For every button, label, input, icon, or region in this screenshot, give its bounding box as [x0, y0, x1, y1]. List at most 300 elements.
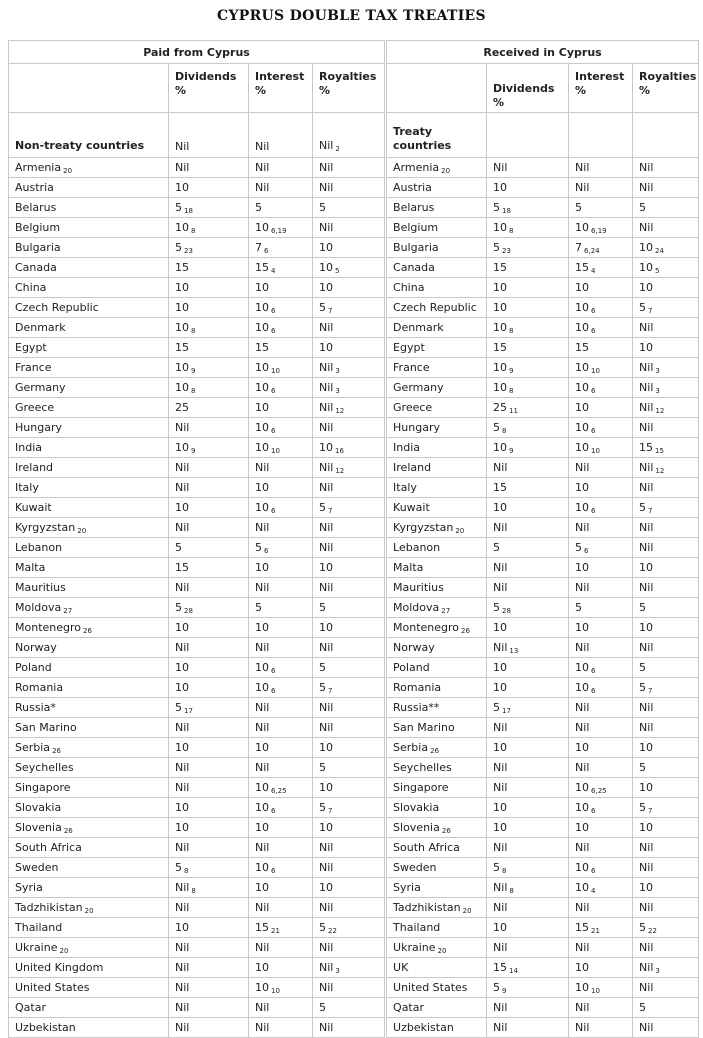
cell-value: 5 [175, 200, 182, 214]
cell-recv-royalties [633, 478, 699, 498]
cell-paid-dividends [169, 738, 249, 758]
cell-paid-royalties [313, 198, 386, 218]
cell-country [9, 318, 169, 338]
cell-value: 10 [175, 220, 189, 234]
cell-recv-dividends [487, 218, 569, 238]
cell-recv-interest [569, 518, 633, 538]
cell-value: 10 [319, 281, 333, 294]
cell-recv-interest [569, 998, 633, 1018]
cell-paid-royalties [313, 298, 386, 318]
footnote-ref: 6 [271, 326, 276, 335]
footnote-ref: 6 [271, 506, 276, 515]
cell-recv-interest [569, 598, 633, 618]
footnote-ref: 6 [271, 386, 276, 395]
cell-paid-dividends [169, 198, 249, 218]
cell-value: Nil [493, 640, 508, 654]
cell-paid-royalties [313, 678, 386, 698]
cell-paid-interest [249, 838, 313, 858]
table-row [9, 858, 699, 878]
cell-value: Nil [639, 701, 654, 714]
footnote-ref: 7 [328, 306, 333, 315]
cell-value: Nil [175, 761, 190, 774]
cell-value: 10 [493, 320, 508, 334]
cell-value: Nil [255, 1001, 270, 1014]
cell-recv-royalties [633, 698, 699, 718]
cell-paid-dividends [169, 398, 249, 418]
cell-value: 10 [639, 341, 654, 354]
cell-value: 10 [255, 500, 269, 514]
cell-value: Nil [319, 981, 334, 994]
cell-value: 5 [493, 600, 501, 614]
cell-recv-interest [569, 1018, 633, 1038]
cell-value: 15 [493, 341, 508, 354]
cell-value: 10 [255, 821, 269, 834]
footnote-ref: 6,25 [271, 786, 287, 795]
cell-value: 10 [255, 860, 269, 874]
cell-recv-country [386, 478, 487, 498]
table-row [9, 958, 699, 978]
cell-paid-dividends [169, 698, 249, 718]
table-row [9, 478, 699, 498]
section-row [9, 113, 699, 158]
cell-value: Poland [393, 661, 430, 674]
footnote-ref: 4 [591, 266, 596, 275]
cell-recv-dividends [487, 258, 569, 278]
cell-value: 5 [639, 800, 647, 814]
table-row [9, 778, 699, 798]
cell-recv-dividends [487, 738, 569, 758]
cell-recv-dividends [487, 398, 569, 418]
cell-value: Nil [639, 521, 654, 534]
footnote-ref: 10 [271, 986, 280, 995]
cell-recv-country [386, 218, 487, 238]
cell-value: Italy [15, 481, 39, 494]
cell-value: Austria [393, 181, 432, 194]
footnote-ref: 6 [591, 426, 596, 435]
cell-value: 10 [639, 781, 654, 794]
cell-recv-country [386, 338, 487, 358]
cell-value: 10 [493, 621, 508, 634]
footnote-ref: 12 [335, 406, 345, 415]
cell-paid-royalties [313, 113, 386, 158]
cell-value: Moldova [15, 600, 62, 614]
cell-value: Canada [393, 261, 435, 274]
cell-value: Nil [639, 641, 654, 654]
cell-value: 5 [575, 540, 583, 554]
cell-paid-royalties [313, 358, 386, 378]
cell-value: Singapore [393, 781, 449, 794]
cell-value: 10 [175, 360, 189, 374]
cell-recv-interest [569, 418, 633, 438]
cell-value: Nil [175, 581, 190, 594]
cell-recv-royalties [633, 958, 699, 978]
footnote-ref: 8 [184, 866, 189, 875]
footnote-ref: 6,19 [271, 226, 287, 235]
cell-paid-royalties [313, 778, 386, 798]
cell-recv-country [386, 298, 487, 318]
cell-recv-royalties [633, 538, 699, 558]
footnote-ref: 8 [509, 386, 514, 395]
cell-value: Nil [319, 139, 334, 152]
footnote-ref: 18 [184, 206, 193, 215]
cell-paid-interest [249, 638, 313, 658]
cell-recv-interest [569, 458, 633, 478]
cell-country [9, 278, 169, 298]
cell-recv-country [386, 318, 487, 338]
table-row [9, 978, 699, 998]
cell-value: 10 [493, 301, 508, 314]
cell-paid-interest [249, 898, 313, 918]
cell-recv-country [386, 918, 487, 938]
cell-value: 10 [575, 561, 590, 574]
cell-value: Nil [255, 721, 270, 734]
cell-value: 10 [575, 500, 590, 514]
cell-recv-dividends [487, 558, 569, 578]
cell-country [9, 298, 169, 318]
cell-value: Nil [319, 421, 334, 434]
cell-value: Nil [255, 581, 270, 594]
cell-value: 10 [175, 921, 189, 934]
cell-recv-royalties [633, 518, 699, 538]
cell-country [9, 658, 169, 678]
cell-value: Nil [575, 761, 590, 774]
cell-value: Belarus [393, 201, 435, 214]
cell-country [9, 218, 169, 238]
cell-recv-royalties [633, 338, 699, 358]
cell-recv-country [386, 258, 487, 278]
cell-value: India [15, 441, 42, 454]
cell-recv-country [386, 898, 487, 918]
cell-value: Ireland [393, 461, 432, 474]
cell-recv-royalties [633, 938, 699, 958]
cell-paid-royalties [313, 278, 386, 298]
cell-country [9, 698, 169, 718]
cell-value: United Kingdom [15, 961, 104, 974]
cell-value: 10 [255, 741, 269, 754]
footnote-ref: 12 [655, 406, 665, 415]
cell-paid-interest [249, 678, 313, 698]
cell-value: Montenegro [393, 620, 460, 634]
footnote-ref: 6 [584, 546, 589, 555]
cell-paid-dividends [169, 918, 249, 938]
cell-value: Norway [15, 641, 57, 654]
cell-value: 10 [175, 801, 189, 814]
cell-value: Czech Republic [15, 301, 99, 314]
cell-paid-dividends [169, 178, 249, 198]
cell-paid-interest [249, 438, 313, 458]
cell-paid-royalties [313, 658, 386, 678]
cell-recv-dividends [487, 318, 569, 338]
cell-value: 10 [175, 501, 189, 514]
cell-recv-dividends [487, 358, 569, 378]
table-row [9, 198, 699, 218]
cell-value: Slovakia [15, 801, 62, 814]
cell-value: 10 [575, 281, 590, 294]
footnote-ref: 3 [655, 966, 660, 975]
cell-recv-country [386, 998, 487, 1018]
cell-value: Nil [575, 181, 590, 194]
cell-value: Nil [175, 521, 190, 534]
cell-paid-dividends [169, 898, 249, 918]
cell-value: 10 [575, 980, 590, 994]
cell-value: 5 [639, 300, 647, 314]
cell-value: 10 [175, 621, 189, 634]
header-paid-interest: Interest % [249, 64, 313, 113]
footnote-ref: 26 [63, 826, 73, 835]
cell-recv-interest [569, 298, 633, 318]
cell-recv-interest [569, 538, 633, 558]
footnote-ref: 7 [328, 506, 333, 515]
table-row [9, 1018, 699, 1038]
cell-value: 10 [175, 281, 189, 294]
footnote-ref: 28 [502, 606, 511, 615]
cell-paid-dividends [169, 998, 249, 1018]
cell-value: 10 [255, 800, 269, 814]
cell-value: Greece [393, 401, 433, 414]
cell-recv-interest [569, 798, 633, 818]
cell-value: Nil [639, 581, 654, 594]
cell-value: Nil [575, 581, 590, 594]
cell-value: Tadzhikistan [393, 900, 461, 914]
table-row [9, 378, 699, 398]
cell-value: Bulgaria [393, 241, 439, 254]
header-blank [386, 64, 487, 113]
footnote-ref: 6 [271, 806, 276, 815]
cell-value: Nil [493, 841, 508, 854]
table-row [9, 798, 699, 818]
cell-value: 10 [575, 860, 590, 874]
cell-value: Nil [319, 901, 334, 914]
cell-value: 10 [493, 360, 508, 374]
footnote-ref: 13 [509, 646, 519, 655]
cell-recv-royalties [633, 558, 699, 578]
cell-value: Romania [393, 681, 442, 694]
cell-value: Syria [393, 881, 421, 894]
cell-value: China [393, 281, 425, 294]
cell-paid-interest [249, 858, 313, 878]
footnote-ref: 20 [59, 946, 69, 955]
cell-recv-royalties [633, 158, 699, 178]
cell-value: 10 [575, 380, 590, 394]
cell-recv-interest [569, 658, 633, 678]
footnote-ref: 21 [591, 926, 600, 935]
footnote-ref: 20 [63, 166, 73, 175]
table-row [9, 458, 699, 478]
cell-value: Kuwait [15, 501, 52, 514]
cell-paid-dividends [169, 418, 249, 438]
footnote-ref: 23 [184, 246, 193, 255]
table-row [9, 718, 699, 738]
cell-value: Nil [493, 561, 508, 574]
cell-value: Nil [575, 841, 590, 854]
cell-value: Nil [575, 701, 590, 714]
cell-paid-dividends [169, 158, 249, 178]
cell-paid-dividends [169, 818, 249, 838]
cell-paid-dividends [169, 778, 249, 798]
cell-value: Slovakia [393, 801, 440, 814]
cell-value: Ukraine [393, 940, 436, 954]
cell-country [9, 178, 169, 198]
cell-value: 5 [493, 700, 501, 714]
cell-value: Nil [639, 861, 654, 874]
cell-value: 10 [575, 821, 590, 834]
cell-value: Nil [493, 880, 508, 894]
footnote-ref: 8 [502, 866, 507, 875]
cell-recv-royalties [633, 878, 699, 898]
cell-recv-royalties [633, 218, 699, 238]
header-recv-dividends: Dividends % [487, 64, 569, 113]
cell-paid-royalties [313, 338, 386, 358]
cell-value: Norway [393, 641, 435, 654]
cell-value: 5 [639, 761, 647, 774]
cell-recv-royalties [633, 758, 699, 778]
cell-recv-dividends [487, 998, 569, 1018]
footnote-ref: 8 [509, 326, 514, 335]
cell-recv-country [386, 558, 487, 578]
cell-value: 15 [493, 960, 508, 974]
table-row [9, 238, 699, 258]
cell-value: UK [393, 961, 409, 974]
cell-value: 5 [175, 541, 182, 554]
cell-value: 10 [639, 281, 654, 294]
cell-value: Nil [175, 961, 190, 974]
cell-value: Nil [493, 941, 508, 954]
cell-recv-royalties [633, 998, 699, 1018]
cell-value: 10 [319, 741, 333, 754]
cell-value: 15 [575, 260, 590, 274]
cell-paid-royalties [313, 858, 386, 878]
cell-paid-interest [249, 338, 313, 358]
footnote-ref: 6 [264, 546, 269, 555]
cell-paid-royalties [313, 618, 386, 638]
cell-value: 7 [255, 240, 262, 254]
table-row [9, 838, 699, 858]
cell-value: Russia* [15, 701, 56, 714]
cell-value: Nil [319, 1021, 334, 1034]
cell-recv-country [386, 858, 487, 878]
cell-value: Nil [175, 1001, 190, 1014]
table-row [9, 158, 699, 178]
cell-recv-interest [569, 438, 633, 458]
cell-value: Sweden [393, 861, 437, 874]
cell-paid-dividends [169, 518, 249, 538]
cell-value: 10 [575, 481, 590, 494]
cell-recv-royalties [633, 638, 699, 658]
cell-paid-royalties [313, 258, 386, 278]
cell-value: Kuwait [393, 501, 430, 514]
cell-value: 10 [639, 621, 654, 634]
cell-country [9, 438, 169, 458]
cell-value: Nil [255, 901, 270, 914]
cell-paid-dividends [169, 278, 249, 298]
cell-recv-country [386, 1018, 487, 1038]
cell-value: 10 [319, 781, 333, 794]
cell-value: Nil [319, 521, 334, 534]
cell-recv-dividends [487, 338, 569, 358]
cell-recv-country [386, 518, 487, 538]
cell-recv-royalties [633, 978, 699, 998]
cell-value: 5 [319, 761, 326, 774]
footnote-ref: 24 [655, 246, 664, 255]
cell-recv-country [386, 498, 487, 518]
cell-value: 10 [493, 741, 508, 754]
cell-value: Nil [639, 960, 654, 974]
cell-country [9, 958, 169, 978]
cell-recv-interest [569, 478, 633, 498]
cell-country [9, 338, 169, 358]
cell-recv-royalties [633, 738, 699, 758]
table-row [9, 938, 699, 958]
footnote-ref: 11 [509, 406, 518, 415]
cell-recv-dividends [487, 478, 569, 498]
cell-value: 5 [493, 200, 501, 214]
footnote-ref: 7 [648, 506, 653, 515]
cell-recv-interest [569, 938, 633, 958]
footnote-ref: 7 [328, 686, 333, 695]
section-label-treaty: Treaty countries [386, 113, 487, 158]
cell-recv-country [386, 598, 487, 618]
table-row [9, 998, 699, 1018]
cell-paid-dividends [169, 878, 249, 898]
cell-recv-dividends [487, 958, 569, 978]
cell-paid-royalties [313, 638, 386, 658]
cell-value: 5 [639, 661, 647, 674]
cell-paid-interest [249, 818, 313, 838]
cell-value: Kyrgyzstan [393, 520, 454, 534]
cell-value: Nil [319, 960, 334, 974]
cell-value: 10 [639, 821, 654, 834]
cell-value: Nil [175, 781, 190, 794]
cell-value: 10 [575, 741, 590, 754]
footnote-ref: 21 [271, 926, 280, 935]
cell-recv-dividends [487, 638, 569, 658]
cell-value: 7 [575, 240, 583, 254]
cell-recv-dividends [487, 898, 569, 918]
cell-value: Nil [255, 761, 270, 774]
cell-paid-royalties [313, 318, 386, 338]
cell-value: 10 [575, 300, 590, 314]
cell-paid-interest [249, 298, 313, 318]
footnote-ref: 6 [591, 306, 596, 315]
table-row [9, 538, 699, 558]
cell-paid-royalties [313, 878, 386, 898]
cell-recv-dividends [487, 918, 569, 938]
cell-value: 10 [255, 561, 269, 574]
cell-value: 10 [175, 661, 189, 674]
cell-value: Egypt [15, 341, 47, 354]
cell-value: Nil [639, 460, 654, 474]
footnote-ref: 6 [591, 686, 596, 695]
cell-value: 10 [639, 741, 654, 754]
section-label-non-treaty: Non-treaty countries [9, 113, 169, 158]
cell-recv-interest [569, 718, 633, 738]
footnote-ref: 10 [271, 366, 280, 375]
cell-value: 10 [639, 561, 654, 574]
cell-value: Nil [493, 781, 508, 794]
cell-value: Uzbekistan [15, 1021, 76, 1034]
cell-recv-dividends [487, 298, 569, 318]
cell-paid-royalties [313, 978, 386, 998]
table-row [9, 178, 699, 198]
cell-value: Nil [175, 981, 190, 994]
cell-paid-royalties [313, 818, 386, 838]
cell-country [9, 518, 169, 538]
cell-recv-country [386, 198, 487, 218]
footnote-ref: 8 [509, 886, 514, 895]
cell-value: 5 [639, 920, 647, 934]
cell-value: Lebanon [15, 541, 63, 554]
cell-value: Montenegro [15, 620, 82, 634]
